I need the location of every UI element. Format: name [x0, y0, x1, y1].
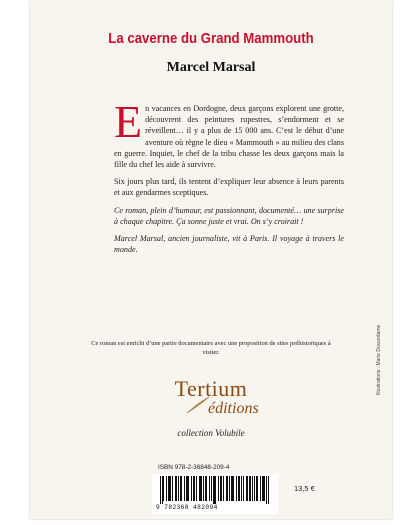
barcode-bar — [238, 476, 239, 501]
summary-paragraph-2: Six jours plus tard, ils tentent d’expliquer leur absence à leurs parents et aux gendarmes sceptiques. — [114, 177, 344, 198]
barcode-bar — [232, 476, 233, 501]
barcode-bar — [254, 476, 255, 501]
barcode-bar — [205, 476, 206, 501]
barcode-bar — [194, 476, 195, 501]
barcode-bar — [214, 476, 215, 504]
barcode-bar — [223, 476, 224, 501]
barcode-bar — [168, 476, 169, 501]
barcode-bar — [175, 476, 176, 501]
barcode-bar — [166, 476, 167, 501]
barcode-bar — [199, 476, 200, 501]
barcode-bar — [247, 476, 248, 501]
barcode-bar — [262, 476, 263, 501]
barcode-bar — [209, 476, 210, 501]
publisher-logo-name: Tertium — [174, 376, 248, 401]
illustration-credit: Illustrations : Marie Doucedame — [376, 324, 382, 395]
barcode — [152, 474, 278, 514]
barcode-bar — [169, 476, 170, 501]
barcode-bar — [188, 476, 189, 501]
barcode-bar — [227, 476, 228, 501]
barcode-bar — [221, 476, 222, 501]
barcode-bar — [264, 476, 265, 501]
barcode-bar — [250, 476, 251, 501]
collection-name: collection Volubile — [177, 428, 245, 438]
isbn-text: ISBN 978-2-36848-209-4 — [158, 464, 230, 471]
barcode-bar — [201, 476, 202, 501]
barcode-bar — [170, 476, 171, 501]
barcode-bar — [203, 476, 204, 501]
back-cover — [30, 0, 392, 519]
barcode-digits: 9 782368 482094 — [156, 504, 218, 511]
barcode-bar — [180, 476, 181, 501]
price: 13,5 € — [294, 484, 315, 493]
barcode-bar — [241, 476, 242, 501]
barcode-bar — [181, 476, 182, 501]
drop-cap: E — [114, 96, 143, 147]
barcode-bar — [252, 476, 253, 501]
barcode-bar — [178, 476, 179, 501]
barcode-bar — [162, 476, 163, 504]
barcode-bars — [160, 476, 272, 504]
barcode-bar — [260, 476, 261, 501]
summary-text — [114, 96, 344, 261]
documentary-note: Ce roman est enrichi d’une partie documentaire avec une proposition de sites préhistoriques à visiter. — [91, 340, 331, 356]
barcode-bar — [172, 476, 173, 501]
barcode-bar — [263, 476, 264, 501]
barcode-bar — [243, 476, 244, 501]
review-quote: Ce roman, plein d’humour, est passionnant, documenté… une surprise à chaque chapitre. Ça sonne juste et vrai. On s’y croirait ! — [114, 205, 344, 226]
barcode-bar — [229, 476, 230, 501]
summary-paragraph-1: En vacances en Dordogne, deux garçons explorent une grotte, découvrent des peintures rupestres, s’endorment et se réveillent… il y a plus de 15 000 ans. C’est le début d’une aventure où règne le dieu « Mammouth » au milieu des clans en guerre. Inquiet, le chef de la tribu chasse les deux garçons mais la fille du chef les aide à survivre. — [114, 96, 344, 170]
barcode-bar — [184, 476, 185, 501]
barcode-bar — [256, 476, 257, 501]
barcode-bar — [186, 476, 187, 501]
barcode-bar — [215, 476, 216, 504]
barcode-bar — [266, 476, 267, 504]
barcode-bar — [249, 476, 250, 501]
barcode-bar — [200, 476, 201, 501]
author-bio: Marcel Marsal, ancien journaliste, vit à Paris. Il voyage à travers le monde. — [114, 234, 344, 255]
barcode-bar — [206, 476, 207, 501]
barcode-bar — [268, 476, 269, 504]
barcode-bar — [213, 476, 214, 504]
barcode-bar — [176, 476, 177, 501]
book-title: La caverne du Grand Mammouth — [108, 30, 314, 47]
barcode-bar — [160, 476, 161, 504]
barcode-bar — [218, 476, 219, 501]
barcode-bar — [239, 476, 240, 501]
barcode-bar — [163, 476, 164, 501]
barcode-bar — [193, 476, 194, 501]
barcode-bar — [211, 476, 212, 501]
barcode-bar — [196, 476, 197, 501]
barcode-bar — [246, 476, 247, 501]
barcode-bar — [233, 476, 234, 501]
barcode-bar — [257, 476, 258, 501]
barcode-bar — [236, 476, 237, 501]
barcode-bar — [231, 476, 232, 501]
barcode-bar — [191, 476, 192, 501]
barcode-bar — [226, 476, 227, 501]
publisher-logo-subtitle: éditions — [208, 400, 259, 417]
barcode-bar — [220, 476, 221, 501]
author-name: Marcel Marsal — [166, 60, 256, 75]
barcode-bar — [187, 476, 188, 501]
